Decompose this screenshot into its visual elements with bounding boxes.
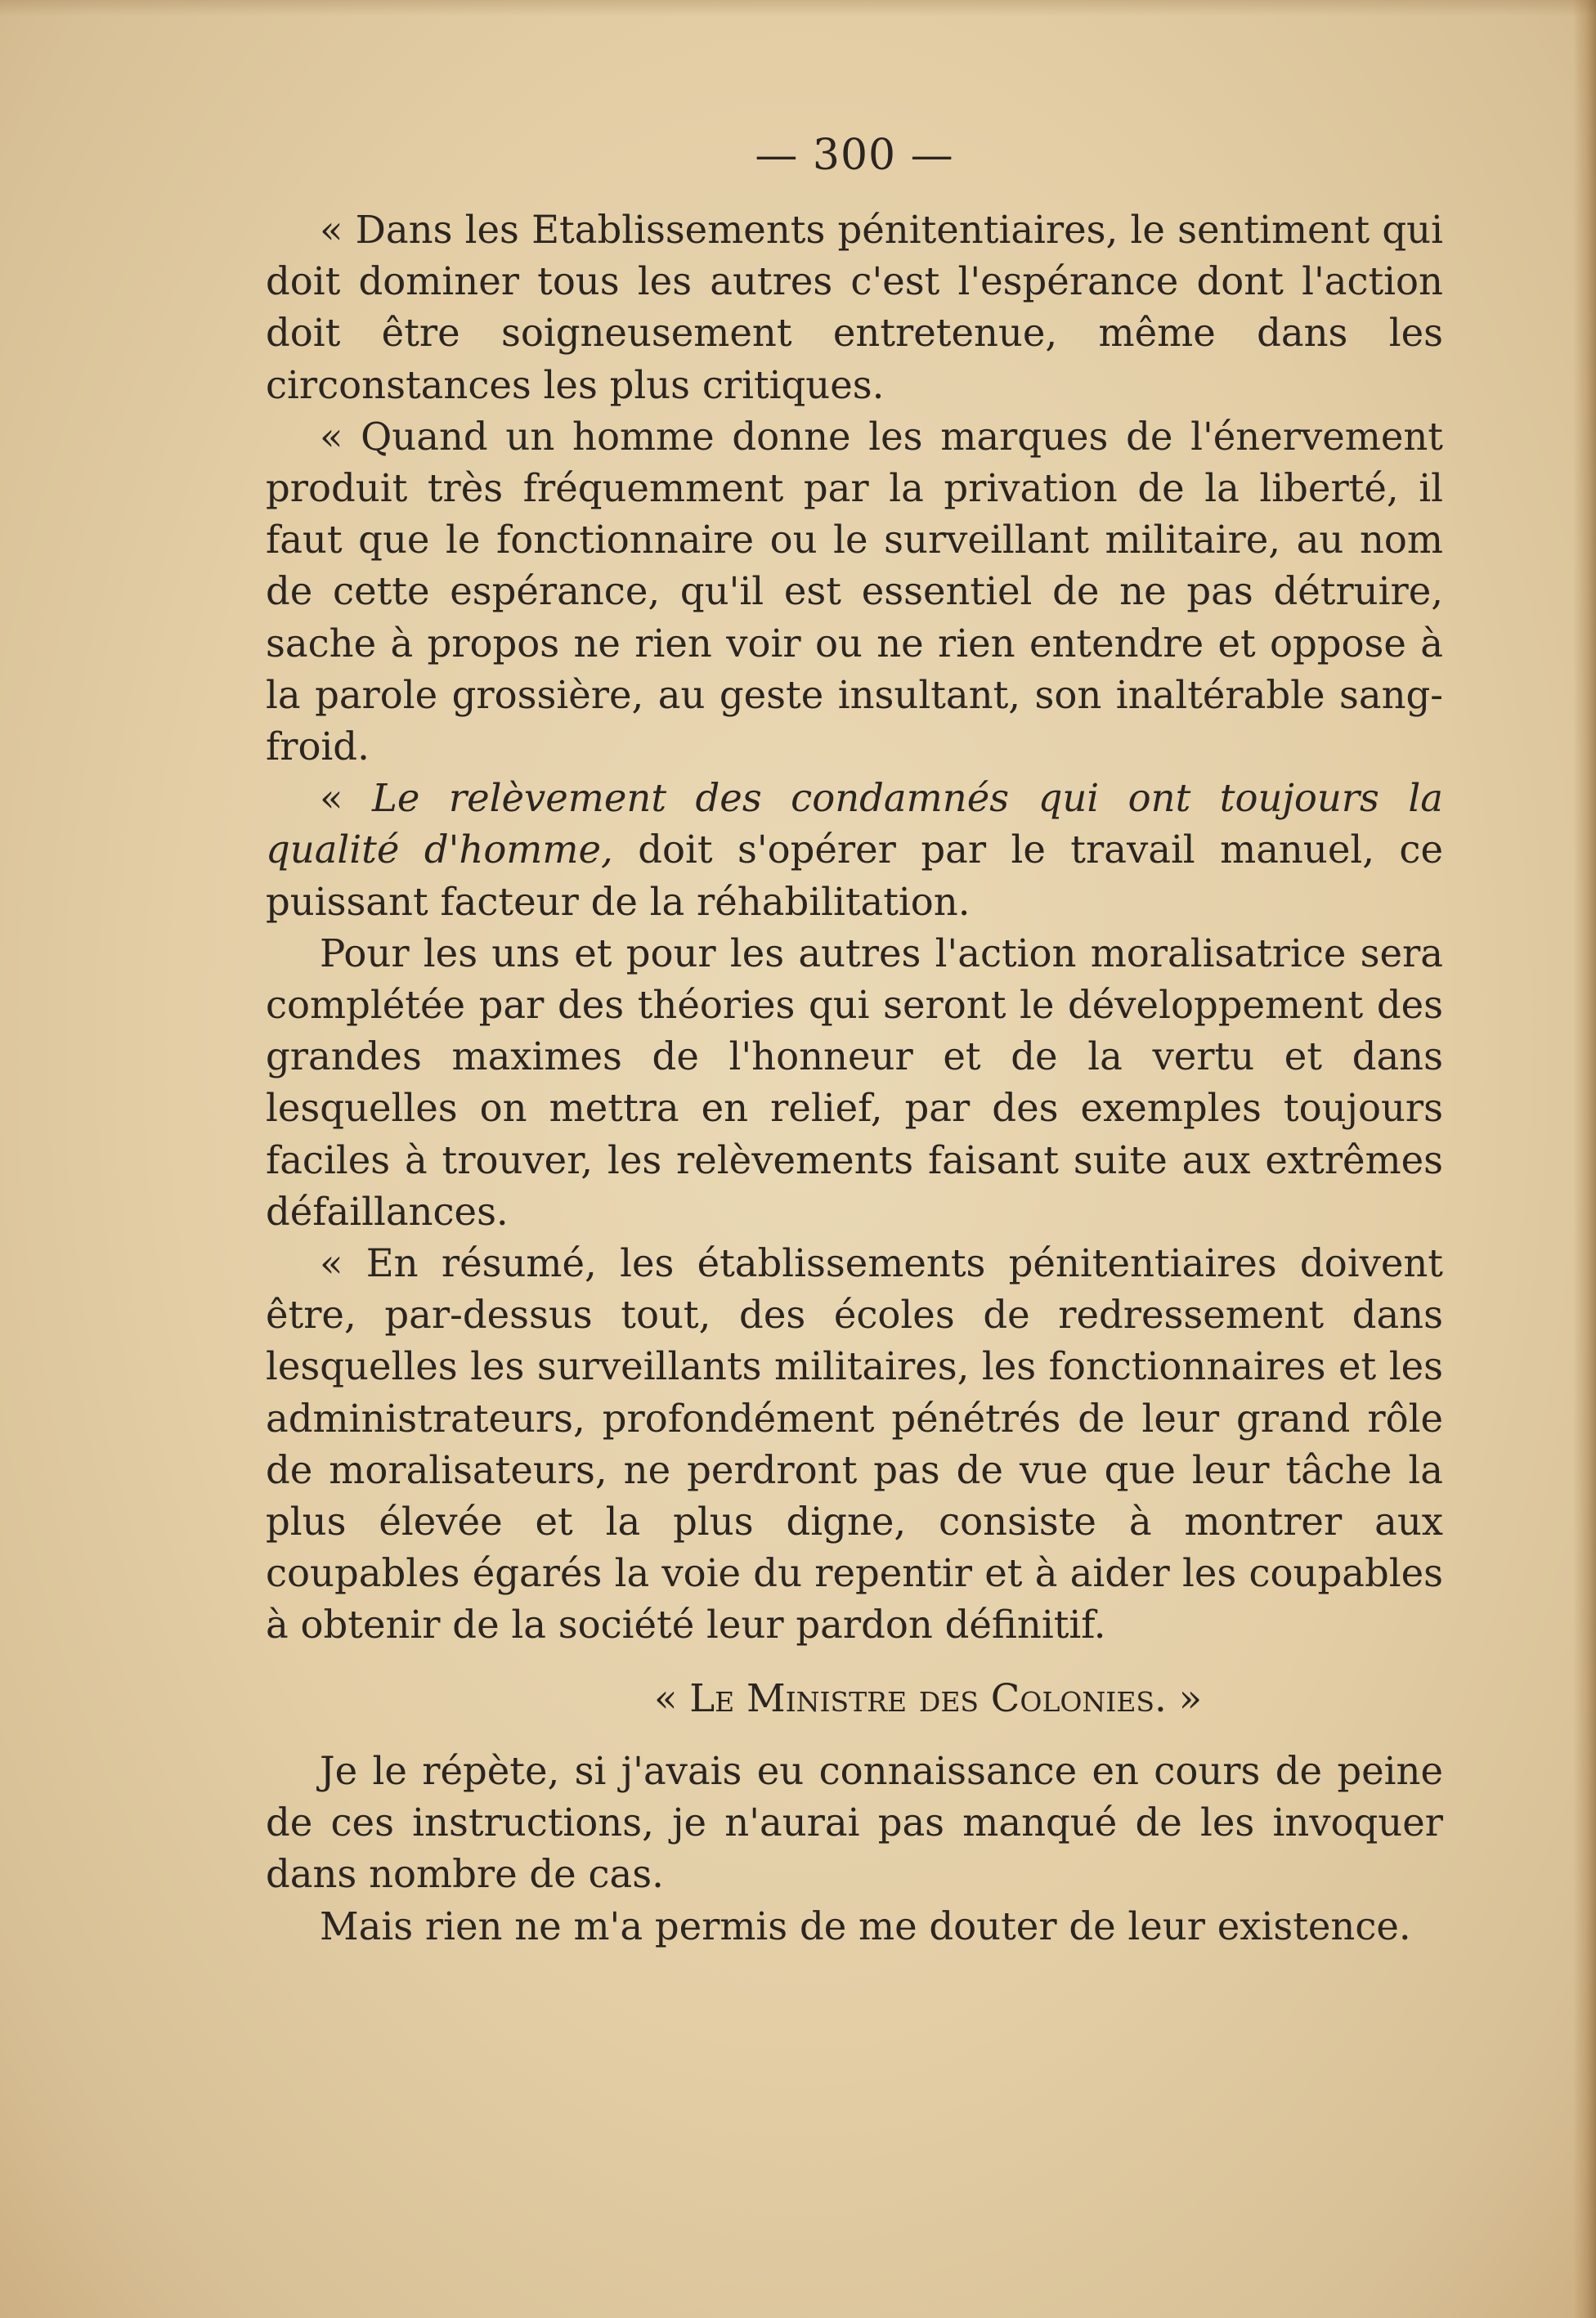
paragraph-4: Pour les uns et pour les autres l'action moralisatrice sera complétée par des théories qui seront le développement des grandes maximes de l'honneur et de la vertu et dans lesquelles on mettra en relief, par des exemples toujours faciles à trouver, les relèvements faisant suite aux extrêmes défaillances.: [266, 930, 1443, 1234]
signature-text: « Le Ministre des Colonies. »: [654, 1675, 1203, 1720]
paragraph-3-opening: «: [320, 776, 372, 821]
closing-paragraph-1: Je le répète, si j'avais eu connaissance en cours de peine de ces instructions, je n'aurai pas manqué de les invoquer dans nombre de cas.: [266, 1748, 1443, 1897]
paragraph-2: « Quand un homme donne les marques de l'énervement produit très fréquemment par la privation de la liberté, il faut que le fonctionnaire ou le surveillant militaire, au nom de cette espérance, qu'il est essentiel de ne pas détruire, sache à propos ne rien voir ou ne rien entendre et oppose à la parole grossière, au geste insultant, son inaltérable sang-froid.: [266, 414, 1443, 769]
paragraph-5: « En résumé, les établissements pénitentiaires doivent être, par-dessus tout, des écoles de redressement dans lesquelles les surveillants militaires, les fonctionnaires et les administrateurs, profondément pénétrés de leur grand rôle de moralisateurs, ne perdront pas de vue que leur tâche la plus élevée et la plus digne, consiste à montrer aux coupables égarés la voie du repentir et à aider les coupables à obtenir de la société leur pardon définitif.: [266, 1241, 1443, 1648]
signature: [266, 1673, 1443, 1724]
page-text-block: [266, 123, 1443, 1953]
page-top-edge: [0, 0, 1596, 16]
paragraph-3: [266, 773, 1443, 928]
page-right-edge: [1573, 0, 1596, 2318]
paragraph-3-rest: doit s'opérer par le travail manuel, ce puissant facteur de la réhabilitation.: [266, 827, 1443, 924]
page-number: — 300 —: [755, 131, 954, 180]
paragraph-1: « Dans les Etablissements pénitentiaires, le sentiment qui doit dominer tous les autres c'est l'espérance dont l'action doit être soigneusement entretenue, même dans les circonstances les plus critiques.: [266, 208, 1443, 407]
closing-paragraph-2: Mais rien ne m'a permis de me douter de leur existence.: [320, 1903, 1411, 1948]
paragraph-3-italic: Le relèvement des condamnés qui ont toujours la qualité d'homme,: [266, 776, 1443, 872]
